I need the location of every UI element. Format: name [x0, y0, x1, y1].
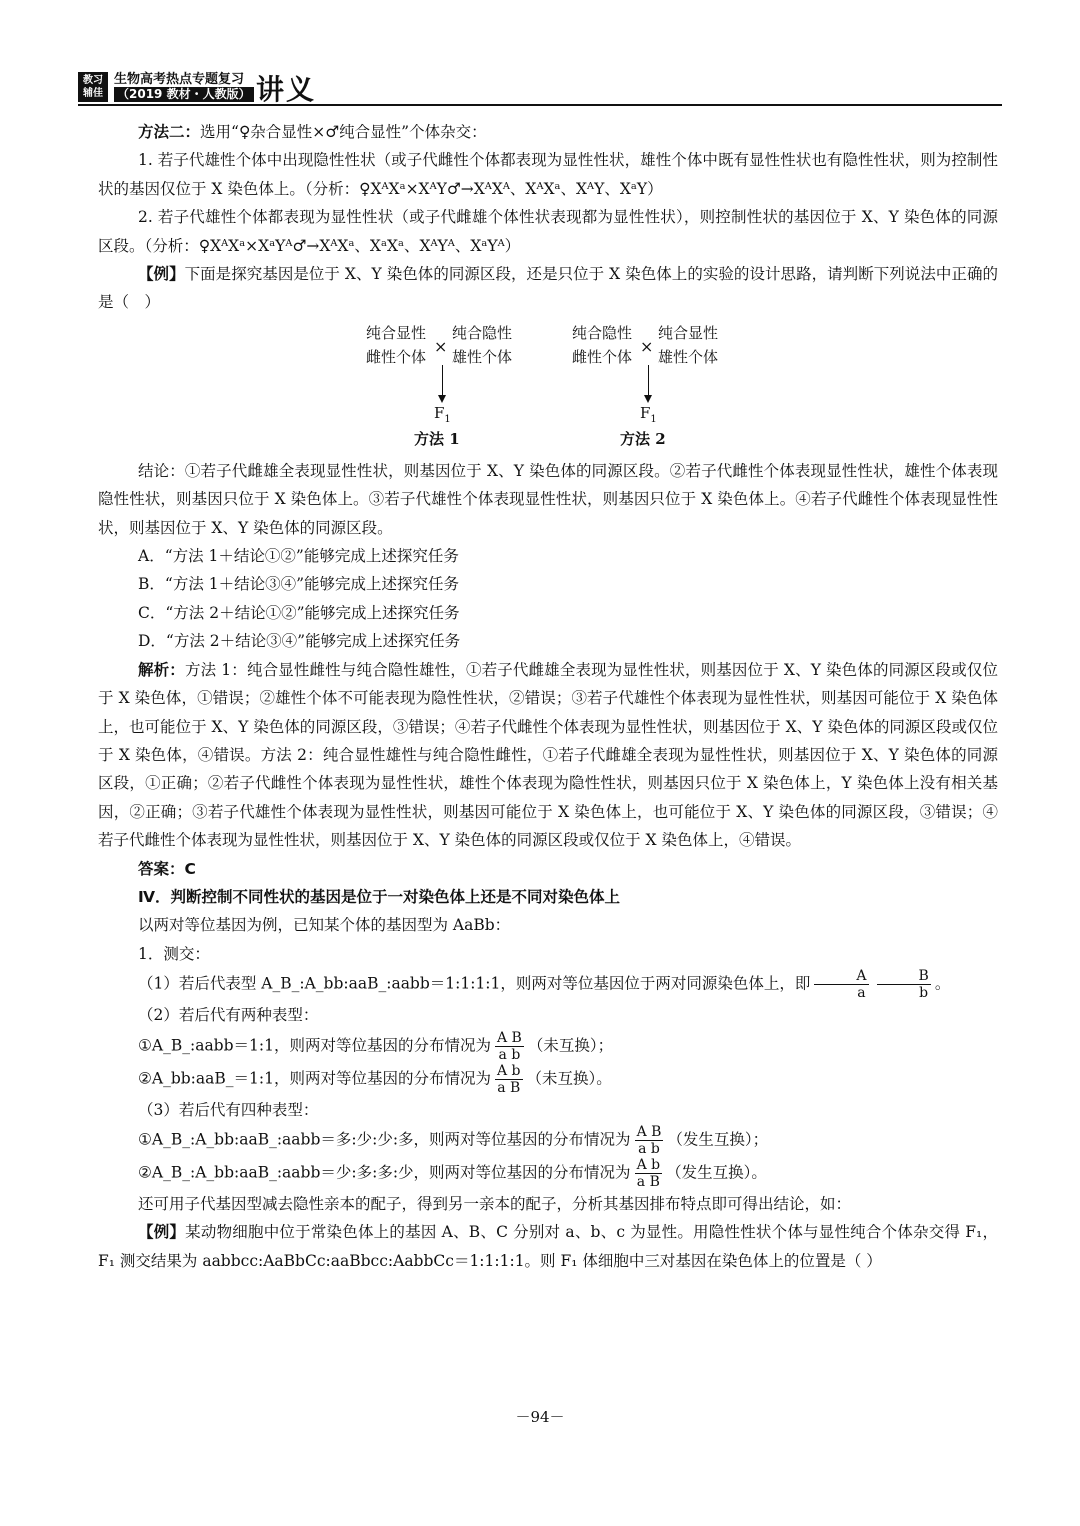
- case1-frac-a-num: A: [814, 968, 868, 985]
- case1-frac-b-den: b: [919, 985, 929, 1002]
- case3-1-note: （发生互换）；: [667, 1130, 769, 1149]
- case3-2-text: ②A_B_:A_bb:aaB_:aabb＝少:多:多:少，则两对等位基因的分布情况为: [138, 1163, 631, 1182]
- case1-fraction-a: [814, 968, 868, 1001]
- method2-left-line1: 纯合隐性: [572, 323, 633, 342]
- section4-heading: Ⅳ．判断控制不同性状的基因是位于一对染色体上还是不同对染色体上: [138, 887, 621, 906]
- case2-1-den: a b: [498, 1046, 521, 1063]
- case3-1-fraction: [635, 1124, 664, 1157]
- case3-2: [98, 1157, 998, 1190]
- option-b: B．“方法 1＋结论③④”能够完成上述探究任务: [138, 575, 460, 594]
- case2-1: [98, 1030, 998, 1063]
- example2-question-text: 某动物细胞中位于常染色体上的基因 A、B、C 分别对 a、b、c 为显性。用隐性性状个体与显性纯合个体杂交得 F₁，F₁ 测交结果为 aabbcc:AaBbCc:aaBbcc:AabbCc＝1:1:1:1。则 F₁ 体细胞中三对基因在染色体上的位置是（ ）: [98, 1223, 998, 1270]
- case1-frac-b-num: B: [877, 968, 931, 985]
- section4-intro: 以两对等位基因为例，已知某个体的基因型为 AaBb：: [138, 916, 511, 935]
- example1-analysis: [98, 656, 998, 855]
- method2-intro: [98, 118, 998, 146]
- method1-diagram: [366, 321, 556, 451]
- case3-1-text: ①A_B_:A_bb:aaB_:aabb＝多:少:少:多，则两对等位基因的分布情况为: [138, 1130, 631, 1149]
- example2-question: [98, 1218, 998, 1275]
- method2-f1-letter: F: [640, 403, 651, 422]
- series-title-block: [114, 72, 254, 102]
- method1-caption: 方法 1: [414, 429, 460, 448]
- method2-arrow-line: [648, 365, 649, 399]
- method1-left-line1: 纯合显性: [366, 323, 427, 342]
- case2-1-text: ①A_B_:aabb＝1:1，则两对等位基因的分布情况为: [138, 1036, 491, 1055]
- case1: [98, 968, 998, 1001]
- book-title: 讲义: [256, 73, 317, 106]
- method2-right-parent: [658, 321, 718, 369]
- edition-label: （2019 教材・人教版）: [114, 87, 254, 102]
- case2-1-fraction: [495, 1030, 524, 1063]
- method2-label: 方法二：: [138, 123, 201, 141]
- case3-2-fraction: [635, 1157, 663, 1190]
- method1-f1-sub: 1: [444, 413, 451, 425]
- method2-text: 选用“♀杂合显性×♂纯合显性”个体杂交：: [200, 123, 487, 141]
- case3-1: [98, 1124, 998, 1157]
- case2-2-fraction: [495, 1063, 523, 1096]
- analysis-text: 方法 1：纯合显性雌性与纯合隐性雄性，①若子代雌雄全表现为显性性状，则基因位于 X、Y 染色体的同源区段或仅位于 X 染色体，①错误；②雄性个体不可能表现为隐性性状，②错误；③若子代雄性个体表现为显性性状，则基因可能位于 X 染色体上，也可能位于 X、Y 染色体的同源区段，③错误；④若子代雌性个体表现为显性性状，则基因位于 X、Y 染色体的同源区段或仅位于 X 染色体，④错误。方法 2：纯合显性雄性与纯合隐性雌性，①若子代雌雄全表现为显性性状，则基因位于 X、Y 染色体的同源区段，①正确；②若子代雌性个体表现为显性性状，雄性个体表现为隐性性状，则基因只位于 X 染色体上，Y 染色体上没有相关基因，②正确；③若子代雄性个体表现为显性性状，则基因可能位于 X 染色体上，也可能位于 X、Y 染色体的同源区段，③错误；④若子代雌性个体表现为显性性状，则基因位于 X、Y 染色体的同源区段或仅位于 X 染色体上，④错误。: [98, 660, 998, 850]
- example1-conclusion: 结论：①若子代雌雄全表现显性性状，则基因位于 X、Y 染色体的同源区段。②若子代雌性个体表现显性性状，雄性个体表现隐性性状，则基因只位于 X 染色体上。③若子代雄性个体表现显性性状，则基因只位于 X 染色体上。④若子代雌性个体表现显性性状，则基因位于 X、Y 染色体的同源区段。: [98, 461, 998, 537]
- analysis-label: 解析：: [138, 660, 185, 679]
- example1-question: [98, 260, 998, 317]
- case3-1-num: A B: [636, 1123, 662, 1140]
- answer-value: C: [184, 859, 196, 878]
- method2-diagram: [572, 321, 762, 451]
- testcross-heading: 1．测交：: [138, 944, 210, 963]
- case3-title: （3）若后代有四种表型：: [138, 1100, 319, 1119]
- example1-question-text: 下面是探究基因是位于 X、Y 染色体的同源区段，还是只位于 X 染色体上的实验的设计思路，请判断下列说法中正确的是（ ）: [98, 265, 998, 312]
- method1-cross-symbol: ×: [434, 336, 448, 356]
- case1-text: （1）若后代表型 A_B_:A_bb:aaB_:aabb＝1:1:1:1，则两对等位基因位于两对同源染色体上，即: [138, 974, 811, 993]
- method2-p2: 2. 若子代雄性个体都表现为显性性状（或子代雌雄个体性状表现都为显性性状），则控制性状的基因位于 X、Y 染色体的同源区段。（分析：♀XᴬXᵃ×XᵃYᴬ♂→XᴬXᵃ、XᵃXᵃ、XᴬYᴬ、XᵃYᴬ）: [98, 208, 998, 255]
- method2-left-parent: [572, 321, 632, 369]
- case2-2: [98, 1063, 998, 1096]
- method2-cross-symbol: ×: [640, 336, 654, 356]
- method1-right-line1: 纯合隐性: [452, 323, 513, 342]
- case2-2-text: ②A_bb:aaB_＝1:1，则两对等位基因的分布情况为: [138, 1069, 491, 1088]
- example1-answer: [98, 855, 998, 883]
- case1-frac-a-den: a: [857, 985, 866, 1002]
- method2-right-line1: 纯合显性: [658, 323, 719, 342]
- method2-right-line2: 雄性个体: [658, 347, 719, 366]
- case2-2-note: （未互换）。: [526, 1069, 612, 1088]
- series-title: 生物高考热点专题复习: [114, 72, 245, 87]
- case1-end: 。: [934, 974, 951, 993]
- page-content: [98, 118, 998, 1275]
- logo-bottom-text: 辅佳: [83, 88, 103, 99]
- option-c: C．“方法 2＋结论①②”能够完成上述探究任务: [138, 603, 460, 622]
- case2-title: （2）若后代有两种表型：: [138, 1006, 319, 1025]
- method2-left-line2: 雌性个体: [572, 347, 633, 366]
- case3-2-note: （发生互换）。: [666, 1163, 767, 1182]
- case2-2-num: A b: [496, 1062, 521, 1079]
- method2-f1-sub: 1: [650, 413, 657, 425]
- case2-1-note: （未互换）；: [527, 1036, 614, 1055]
- method1-left-line2: 雌性个体: [366, 347, 427, 366]
- example1-tag: 【例】: [138, 265, 185, 284]
- option-d: D．“方法 2＋结论③④”能够完成上述探究任务: [138, 632, 461, 651]
- answer-label: 答案：: [138, 859, 185, 878]
- method1-right-line2: 雄性个体: [452, 347, 513, 366]
- method2-caption: 方法 2: [620, 429, 666, 448]
- case2-1-num: A B: [496, 1029, 522, 1046]
- example2-tag: 【例】: [138, 1223, 186, 1242]
- method1-right-parent: [452, 321, 512, 369]
- page-header: [78, 68, 1002, 106]
- method1-f1-letter: F: [434, 403, 445, 422]
- case3-2-num: A b: [636, 1156, 661, 1173]
- case3-2-den: a B: [636, 1173, 660, 1190]
- cross-diagram: [98, 321, 998, 451]
- method1-arrow-line: [442, 365, 443, 399]
- method1-left-parent: [366, 321, 426, 369]
- section4-also: 还可用子代基因型减去隐性亲本的配子，得到另一亲本的配子，分析其基因排布特点即可得出结论，如：: [138, 1194, 852, 1213]
- page-number: －94－: [515, 1408, 565, 1426]
- case2-2-den: a B: [497, 1079, 521, 1096]
- method2-p1: 1. 若子代雄性个体中出现隐性性状（或子代雌性个体都表现为显性性状，雄性个体中既有显性性状也有隐性性状，则为控制性状的基因仅位于 X 染色体上。（分析：♀XᴬXᵃ×XᴬY♂→XᴬXᴬ、XᴬXᵃ、XᴬY、XᵃY）: [98, 151, 998, 198]
- case3-1-den: a b: [638, 1140, 660, 1157]
- publisher-logo: [78, 72, 108, 102]
- logo-top-text: 教习: [83, 75, 103, 86]
- case1-fraction-b: [877, 968, 931, 1001]
- option-a: A．“方法 1＋结论①②”能够完成上述探究任务: [138, 547, 459, 566]
